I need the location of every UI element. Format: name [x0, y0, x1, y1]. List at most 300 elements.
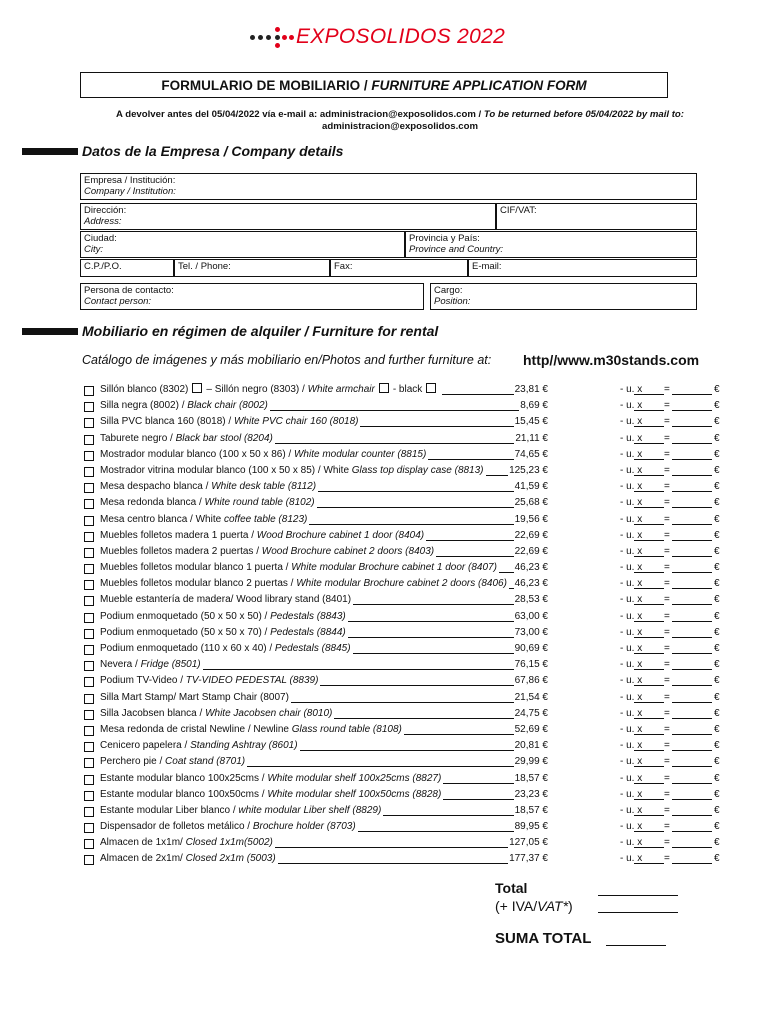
item-equals: =: [664, 448, 670, 460]
item-amount-input[interactable]: [672, 507, 712, 508]
item-label: [100, 835, 273, 851]
form-title-en: FURNITURE APPLICATION FORM: [371, 77, 587, 93]
item-label-en: Closed 1x1m(5002): [185, 837, 273, 849]
item-fill-line: [353, 653, 514, 654]
item-currency: €: [714, 432, 720, 444]
fax-field[interactable]: [330, 259, 468, 277]
phone-field[interactable]: [174, 259, 330, 277]
furniture-row: [84, 738, 720, 754]
item-label: [100, 625, 346, 641]
cp-label: C.P./P.O.: [84, 261, 122, 272]
item-currency: €: [714, 837, 720, 849]
item-amount-input[interactable]: [672, 524, 712, 525]
item-label-es: Silla PVC blanca 160 (8018) /: [100, 416, 234, 428]
furniture-row: [84, 641, 720, 657]
section-bar: [22, 328, 78, 335]
catalog-url[interactable]: http//www.m30stands.com: [523, 352, 700, 368]
item-currency: €: [714, 497, 720, 509]
furniture-row: [84, 398, 720, 414]
item-equals: =: [664, 384, 670, 395]
item-equals: =: [664, 497, 670, 509]
item-currency: €: [714, 740, 720, 752]
item-checkbox[interactable]: [84, 726, 94, 736]
item-amount-input[interactable]: [672, 588, 712, 589]
item-amount-input[interactable]: [672, 702, 712, 703]
item-checkbox[interactable]: [84, 580, 94, 590]
item-quantity-input[interactable]: [634, 815, 664, 816]
email-field[interactable]: [468, 259, 697, 277]
item-quantity-input[interactable]: [634, 750, 664, 751]
item-price: 89,95 €: [514, 821, 548, 833]
item-amount-input[interactable]: [672, 394, 712, 395]
item-unit-suffix: - u. x: [620, 400, 643, 412]
item-equals: =: [664, 675, 670, 687]
item-amount-input[interactable]: [672, 718, 712, 719]
contact-label-es: Persona de contacto:: [84, 285, 174, 296]
item-checkbox[interactable]: [84, 645, 94, 655]
suma-total-input[interactable]: [606, 945, 666, 946]
item-quantity-input[interactable]: [634, 507, 664, 508]
item-unit-suffix: - u. x: [620, 384, 643, 395]
item-label: [100, 431, 273, 447]
item-checkbox[interactable]: [426, 383, 436, 393]
item-currency: €: [714, 464, 720, 476]
item-equals: =: [664, 578, 670, 590]
item-quantity-input[interactable]: [634, 863, 664, 864]
item-unit-suffix: - u. x: [620, 610, 643, 622]
item-fill-line: [300, 750, 514, 751]
furniture-row: [84, 544, 720, 560]
item-label-es: Muebles folletos modular blanco 1 puerta /: [100, 562, 292, 574]
item-amount-input[interactable]: [672, 863, 712, 864]
item-label-en: White armchair: [307, 384, 375, 395]
item-checkbox[interactable]: [84, 564, 94, 574]
furniture-row: [84, 722, 720, 738]
company-field[interactable]: [80, 173, 697, 200]
company-heading-text: Datos de la Empresa / Company details: [82, 143, 344, 159]
city-field[interactable]: [80, 231, 405, 258]
vat-open: (+ IVA/: [495, 898, 538, 914]
item-label-en: White modular shelf 100x50cms (8828): [267, 788, 442, 800]
item-quantity-input[interactable]: [634, 637, 664, 638]
item-label: [100, 560, 497, 576]
item-unit-suffix: - u. x: [620, 513, 643, 525]
item-amount-input[interactable]: [672, 766, 712, 767]
item-quantity-input[interactable]: [634, 766, 664, 767]
item-equals: =: [664, 464, 670, 476]
item-label-en: White desk table (8112): [211, 481, 317, 493]
item-fill-line: [442, 394, 514, 395]
item-checkbox[interactable]: [84, 532, 94, 542]
item-label: [100, 609, 346, 625]
item-label: [100, 771, 441, 787]
item-quantity-input[interactable]: [634, 604, 664, 605]
item-checkbox[interactable]: [84, 418, 94, 428]
item-quantity-input[interactable]: [634, 443, 664, 444]
item-label-es: Dispensador de folletos metálico /: [100, 821, 253, 833]
furniture-section-heading: [22, 323, 438, 339]
item-equals: =: [664, 545, 670, 557]
item-price: 21,11 €: [515, 432, 548, 444]
item-label: [100, 544, 434, 560]
furniture-row: [84, 512, 720, 528]
item-fill-line: [291, 702, 514, 703]
item-checkbox[interactable]: [84, 402, 94, 412]
item-label: [100, 414, 358, 430]
item-label-es: Estante modular blanco 100x25cms /: [100, 772, 268, 784]
item-checkbox[interactable]: [84, 499, 94, 509]
item-label-es: Mesa redonda blanca /: [100, 497, 205, 509]
item-checkbox[interactable]: [84, 629, 94, 639]
item-checkbox[interactable]: [84, 435, 94, 445]
item-label: [100, 657, 201, 673]
item-label-es: Muebles folletos modular blanco 2 puertas /: [100, 578, 297, 590]
furniture-row: [84, 609, 720, 625]
item-amount-input[interactable]: [672, 783, 712, 784]
item-label: [100, 576, 507, 592]
item-amount-input[interactable]: [672, 475, 712, 476]
return-note: [60, 109, 740, 133]
item-currency: €: [714, 448, 720, 460]
company-label-en: Company / Institution:: [84, 185, 176, 197]
item-label-es: Almacen de 1x1m/: [100, 837, 186, 849]
item-unit-suffix: - u. x: [620, 675, 643, 687]
logo: [248, 22, 505, 52]
item-checkbox[interactable]: [84, 677, 94, 687]
item-price: 23,81 €: [514, 384, 548, 395]
item-label: [100, 479, 316, 495]
item-amount-input[interactable]: [672, 669, 712, 670]
item-amount-input[interactable]: [672, 556, 712, 557]
item-amount-input[interactable]: [672, 815, 712, 816]
item-fill-line: [443, 799, 514, 800]
item-label-es: Sillón blanco (8302): [100, 384, 189, 395]
return-note-en: To be returned before 05/04/2022 by mail to:: [483, 109, 684, 120]
province-field[interactable]: [405, 231, 697, 258]
item-label-es: Almacen de 2x1m/: [100, 853, 186, 865]
item-checkbox[interactable]: [84, 596, 94, 606]
item-unit-suffix: - u. x: [620, 756, 643, 768]
item-equals: =: [664, 723, 670, 735]
item-checkbox[interactable]: [84, 855, 94, 865]
item-label-es: Mesa despacho blanca /: [100, 481, 212, 493]
item-quantity-input[interactable]: [634, 524, 664, 525]
item-price: 22,69 €: [514, 529, 548, 541]
item-amount-input[interactable]: [672, 443, 712, 444]
item-label-en: Wood Brochure cabinet 1 door (8404): [256, 529, 425, 541]
item-equals: =: [664, 772, 670, 784]
item-price: 41,59 €: [514, 481, 548, 493]
item-label-en: White PVC chair 160 (8018): [233, 416, 359, 428]
furniture-row: [84, 592, 720, 608]
item-price: 177,37 €: [509, 853, 548, 865]
item-quantity-input[interactable]: [634, 621, 664, 622]
item-equals: =: [664, 594, 670, 606]
item-checkbox[interactable]: [84, 791, 94, 801]
item-price: 20,81 €: [514, 740, 548, 752]
item-unit-suffix: - u. x: [620, 659, 643, 671]
item-checkbox[interactable]: [84, 467, 94, 477]
furniture-row: [84, 819, 720, 835]
form-title: [80, 72, 668, 98]
item-label-es: Perchero pie /: [100, 756, 166, 768]
item-unit-suffix: - u. x: [620, 804, 643, 816]
item-price: 25,68 €: [514, 497, 548, 509]
item-amount-input[interactable]: [672, 426, 712, 427]
item-quantity-input[interactable]: [634, 831, 664, 832]
item-amount-input[interactable]: [672, 653, 712, 654]
item-label: [100, 447, 426, 463]
item-unit-suffix: - u. x: [620, 529, 643, 541]
item-label-en: Closed 2x1m (5003): [185, 853, 276, 865]
item-amount-input[interactable]: [672, 637, 712, 638]
item-currency: €: [714, 723, 720, 735]
item-label-en: White modular Brochure cabinet 2 doors (8406): [296, 578, 507, 590]
item-amount-input[interactable]: [672, 621, 712, 622]
item-label: [100, 673, 318, 689]
return-note-email: administracion@exposolidos.com: [322, 121, 478, 132]
item-fill-line: [353, 604, 514, 605]
furniture-row: [84, 414, 720, 430]
item-equals: =: [664, 853, 670, 865]
company-section-heading: [22, 143, 343, 159]
position-field[interactable]: [430, 283, 697, 310]
item-currency: €: [714, 772, 720, 784]
item-equals: =: [664, 481, 670, 493]
item-checkbox[interactable]: [84, 758, 94, 768]
furniture-row: [84, 657, 720, 673]
cif-label: CIF/VAT:: [500, 205, 537, 216]
item-price: 76,15 €: [514, 659, 548, 671]
item-unit-suffix: - u. x: [620, 723, 643, 735]
cif-field[interactable]: [496, 203, 697, 230]
item-quantity-input[interactable]: [634, 556, 664, 557]
item-unit-suffix: - u. x: [620, 772, 643, 784]
item-label-es: Mesa centro blanca / White: [100, 513, 224, 525]
item-label-en: white modular Liber shelf (8829): [238, 804, 382, 816]
item-unit-suffix: - u. x: [620, 626, 643, 638]
furniture-row: [84, 673, 720, 689]
item-equals: =: [664, 804, 670, 816]
item-quantity-input[interactable]: [634, 702, 664, 703]
item-label-es: Muebles folletos madera 2 puertas /: [100, 545, 262, 557]
address-label-en: Address:: [84, 215, 122, 227]
item-equals: =: [664, 562, 670, 574]
furniture-row: [84, 851, 720, 867]
item-quantity-input[interactable]: [634, 475, 664, 476]
item-checkbox[interactable]: [84, 548, 94, 558]
item-amount-input[interactable]: [672, 750, 712, 751]
item-checkbox[interactable]: [84, 386, 94, 396]
item-fill-line: [320, 685, 514, 686]
item-quantity-input[interactable]: [634, 783, 664, 784]
province-label-es: Provincia y País:: [409, 233, 480, 244]
item-amount-input[interactable]: [672, 459, 712, 460]
item-currency: €: [714, 594, 720, 606]
item-price: 28,53 €: [514, 594, 548, 606]
vat-close: ): [568, 898, 573, 914]
item-equals: =: [664, 416, 670, 428]
contact-label-en: Contact person:: [84, 295, 152, 307]
item-currency: €: [714, 416, 720, 428]
item-label-es: Taburete negro /: [100, 432, 176, 444]
item-checkbox[interactable]: [84, 775, 94, 785]
item-label-en: Standing Ashtray (8601): [190, 740, 298, 752]
item-quantity-input[interactable]: [634, 459, 664, 460]
furniture-row: [84, 625, 720, 641]
item-label-en: Coat stand (8701): [165, 756, 246, 768]
item-fill-line: [334, 718, 514, 719]
item-checkbox[interactable]: [379, 383, 389, 393]
section-bar: [22, 148, 78, 155]
item-price: 19,56 €: [514, 513, 548, 525]
item-currency: €: [714, 562, 720, 574]
item-quantity-input[interactable]: [634, 734, 664, 735]
item-currency: €: [714, 545, 720, 557]
item-amount-input[interactable]: [672, 410, 712, 411]
item-quantity-input[interactable]: [634, 653, 664, 654]
item-currency: €: [714, 513, 720, 525]
item-checkbox[interactable]: [84, 807, 94, 817]
item-currency: €: [714, 788, 720, 800]
item-label-en: White round table (8102): [204, 497, 315, 509]
catalog-text: Catálogo de imágenes y más mobiliario en/Photos and further furniture at:: [82, 353, 492, 367]
item-price: 74,65 €: [514, 448, 548, 460]
item-fill-line: [509, 588, 514, 589]
item-fill-line: [404, 734, 514, 735]
contact-field[interactable]: [80, 283, 424, 310]
item-price: 90,69 €: [514, 643, 548, 654]
item-equals: =: [664, 626, 670, 638]
furniture-row: [84, 771, 720, 787]
item-currency: €: [714, 610, 720, 622]
item-equals: =: [664, 691, 670, 703]
item-label-es: Mesa redonda de cristal Newline / Newline: [100, 723, 292, 735]
item-fill-line: [348, 621, 514, 622]
furniture-row: [84, 447, 720, 463]
item-label-es: Silla Jacobsen blanca /: [100, 707, 206, 719]
item-fill-line: [360, 426, 514, 427]
item-price: 24,75 €: [514, 707, 548, 719]
item-unit-suffix: - u. x: [620, 497, 643, 509]
item-quantity-input[interactable]: [634, 394, 664, 395]
item-label: [100, 738, 298, 754]
form-title-es: FORMULARIO DE MOBILIARIO /: [161, 77, 368, 93]
item-checkbox[interactable]: [84, 483, 94, 493]
item-unit-suffix: - u. x: [620, 545, 643, 557]
item-checkbox[interactable]: [84, 613, 94, 623]
item-price: 125,23 €: [509, 464, 548, 476]
item-checkbox[interactable]: [84, 451, 94, 461]
item-currency: €: [714, 707, 720, 719]
item-currency: €: [714, 626, 720, 638]
item-currency: €: [714, 675, 720, 687]
item-amount-input[interactable]: [672, 572, 712, 573]
item-unit-suffix: - u. x: [620, 481, 643, 493]
total-input[interactable]: [598, 895, 678, 896]
item-quantity-input[interactable]: [634, 685, 664, 686]
item-checkbox[interactable]: [84, 694, 94, 704]
item-fill-line: [278, 863, 508, 864]
item-amount-input[interactable]: [672, 540, 712, 541]
item-price: 22,69 €: [514, 545, 548, 557]
item-quantity-input[interactable]: [634, 491, 664, 492]
vat-input[interactable]: [598, 912, 678, 913]
item-amount-input[interactable]: [672, 847, 712, 848]
item-fill-line: [499, 572, 514, 573]
item-checkbox[interactable]: [84, 839, 94, 849]
item-quantity-input[interactable]: [634, 669, 664, 670]
item-label: [100, 851, 276, 867]
item-label-en: coffee table (8123): [223, 513, 308, 525]
cp-field[interactable]: [80, 259, 174, 277]
item-price: 29,99 €: [514, 756, 548, 768]
item-amount-input[interactable]: [672, 604, 712, 605]
item-checkbox[interactable]: [192, 383, 202, 393]
item-label: [100, 690, 289, 706]
item-equals: =: [664, 659, 670, 671]
item-quantity-input[interactable]: [634, 847, 664, 848]
item-price: 46,23 €: [514, 562, 548, 574]
item-label-es: Podium enmoquetado (50 x 50 x 50) /: [100, 610, 271, 622]
item-quantity-input[interactable]: [634, 540, 664, 541]
item-unit-suffix: - u. x: [620, 821, 643, 833]
furniture-row: [84, 479, 720, 495]
item-quantity-input[interactable]: [634, 799, 664, 800]
furniture-row: [84, 754, 720, 770]
item-unit-suffix: - u. x: [620, 707, 643, 719]
item-equals: =: [664, 513, 670, 525]
item-price: 15,45 €: [514, 416, 548, 428]
item-label-es: Cenicero papelera /: [100, 740, 191, 752]
item-unit-suffix: - u. x: [620, 643, 643, 654]
furniture-row: [84, 576, 720, 592]
item-amount-input[interactable]: [672, 491, 712, 492]
item-quantity-input[interactable]: [634, 718, 664, 719]
item-unit-suffix: - u. x: [620, 740, 643, 752]
item-equals: =: [664, 529, 670, 541]
item-checkbox[interactable]: [84, 710, 94, 720]
item-label: [100, 382, 440, 398]
item-checkbox[interactable]: [84, 661, 94, 671]
item-unit-suffix: - u. x: [620, 432, 643, 444]
item-currency: €: [714, 691, 720, 703]
item-checkbox[interactable]: [84, 516, 94, 526]
item-price: 63,00 €: [514, 610, 548, 622]
item-equals: =: [664, 837, 670, 849]
item-currency: €: [714, 481, 720, 493]
item-quantity-input[interactable]: [634, 410, 664, 411]
item-label-es: Nevera /: [100, 659, 141, 671]
item-checkbox[interactable]: [84, 742, 94, 752]
item-fill-line: [443, 783, 514, 784]
item-quantity-input[interactable]: [634, 426, 664, 427]
address-field[interactable]: [80, 203, 496, 230]
item-quantity-input[interactable]: [634, 572, 664, 573]
item-amount-input[interactable]: [672, 734, 712, 735]
item-label-es: Podium TV-Video /: [100, 675, 186, 687]
item-amount-input[interactable]: [672, 799, 712, 800]
item-currency: €: [714, 643, 720, 654]
item-label-es: Muebles folletos madera 1 puerta /: [100, 529, 257, 541]
item-checkbox[interactable]: [84, 823, 94, 833]
item-amount-input[interactable]: [672, 831, 712, 832]
item-amount-input[interactable]: [672, 685, 712, 686]
item-quantity-input[interactable]: [634, 588, 664, 589]
item-price: 18,57 €: [514, 804, 548, 816]
item-label: [100, 398, 268, 414]
item-label-en: White modular counter (8815): [293, 448, 427, 460]
